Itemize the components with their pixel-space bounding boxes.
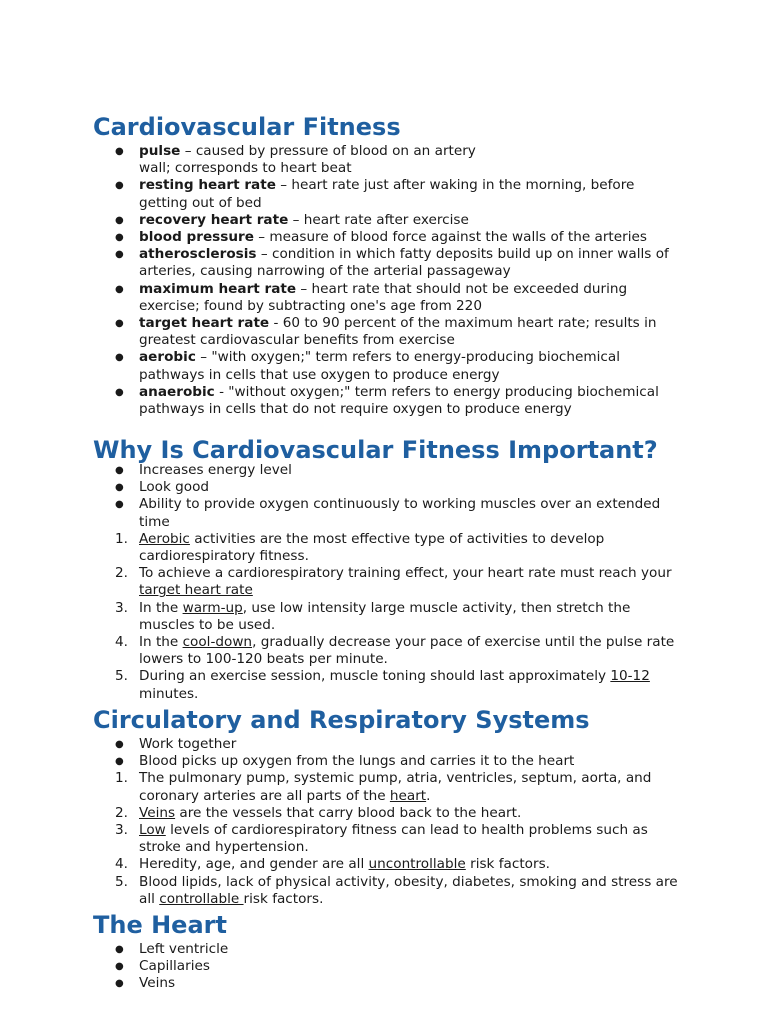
list-item: ● Left ventricle <box>115 941 229 957</box>
link[interactable]: heart <box>389 787 427 804</box>
list-item: ● Blood picks up oxygen from the lungs and carries it to the heart <box>115 753 575 770</box>
bullet-list <box>93 941 679 993</box>
section-circulatory-respiratory <box>93 705 679 908</box>
list-item: ● Capillaries <box>115 958 210 975</box>
list-item: 4. In the cool-down, gradually decrease your pace of exercise until the pulse rate lowers to 100-120 beats per minute. <box>115 634 675 668</box>
bullet-icon: ● <box>115 214 124 226</box>
list-item: 1. Aerobic activities are the most effective type of activities to develop cardiorespiratory fitness. <box>115 530 605 565</box>
bullet-icon: ● <box>115 756 124 768</box>
section-title: Circulatory and Respiratory Systems <box>93 706 590 734</box>
list-item: ● anaerobic - "without oxygen;" term refers to energy producing biochemical pathways in cells that do not require oxygen to produce energy <box>115 383 659 418</box>
list-item: ● Ability to provide oxygen continuously to working muscles over an extended time <box>115 496 661 530</box>
list-item: 3. In the warm-up, use low intensity large muscle activity, then stretch the muscles to be used. <box>115 599 631 633</box>
link[interactable]: uncontrollable <box>368 856 466 873</box>
bullet-list <box>93 462 679 531</box>
list-item: ● recovery heart rate – heart rate after exercise <box>115 211 469 228</box>
list-item: ● maximum heart rate – heart rate that should not be exceeded during exercise; found by subtracting one's age from 220 <box>115 280 628 314</box>
section-title: Why Is Cardiovascular Fitness Important? <box>93 436 658 464</box>
section-the-heart <box>93 910 679 993</box>
section-cardiovascular-fitness <box>93 112 684 418</box>
link[interactable]: target heart rate <box>139 582 253 599</box>
bullet-icon: ● <box>115 180 124 192</box>
link[interactable]: 10-12 <box>610 668 650 685</box>
link[interactable]: Low <box>139 822 166 839</box>
definition-list <box>93 143 684 418</box>
list-item: ● Work together <box>115 736 237 752</box>
list-item: ● target heart rate - 60 to 90 percent of the maximum heart rate; results in greatest cardiovascular benefits from exercise <box>115 315 657 349</box>
bullet-icon: ● <box>115 232 124 244</box>
bullet-icon: ● <box>115 499 124 511</box>
section-title: Cardiovascular Fitness <box>93 113 401 141</box>
list-item: ● pulse – caused by pressure of blood on an artery wall; corresponds to heart beat <box>115 143 476 177</box>
list-item: 4. Heredity, age, and gender are all uncontrollable risk factors. <box>115 856 550 873</box>
list-item: ● resting heart rate – heart rate just after waking in the morning, before getting out of bed <box>115 177 635 211</box>
list-item: ● blood pressure – measure of blood force against the walls of the arteries <box>115 229 647 246</box>
bullet-icon: ● <box>115 283 124 295</box>
link[interactable]: Aerobic <box>139 530 190 547</box>
bullet-icon: ● <box>115 739 124 750</box>
bullet-icon: ● <box>115 249 124 261</box>
list-item: 5. During an exercise session, muscle toning should last approximately 10-12 minutes. <box>115 668 650 702</box>
list-item: ● atherosclerosis – condition in which fatty deposits build up on inner walls of arteries, causing narrowing of the arterial passageway <box>115 246 669 280</box>
section-why-important <box>93 435 679 703</box>
list-item: 3. Low levels of cardiorespiratory fitness can lead to health problems such as stroke and hypertension. <box>115 822 648 856</box>
list-item: ● Look good <box>115 479 210 496</box>
bullet-icon: ● <box>115 465 124 476</box>
bullet-icon: ● <box>115 146 124 157</box>
list-item: 1. The pulmonary pump, systemic pump, atria, ventricles, septum, aorta, and coronary arteries are all parts of the heart. <box>115 770 652 804</box>
list-item: 5. Blood lipids, lack of physical activity, obesity, diabetes, smoking and stress are all controllable risk factors. <box>115 873 678 907</box>
section-title: The Heart <box>93 911 227 939</box>
link[interactable]: Veins <box>139 804 176 821</box>
link[interactable]: warm-up <box>182 599 243 616</box>
list-item: 2. Veins are the vessels that carry blood back to the heart. <box>115 804 522 821</box>
list-item: 2. To achieve a cardiorespiratory training effect, your heart rate must reach your target heart rate <box>115 565 672 599</box>
numbered-list <box>93 531 679 703</box>
list-item: ● Increases energy level <box>115 462 292 478</box>
bullet-icon: ● <box>115 944 124 955</box>
link[interactable]: controllable <box>159 890 244 907</box>
bullet-icon: ● <box>115 318 124 330</box>
bullet-icon: ● <box>115 386 124 398</box>
bullet-icon: ● <box>115 961 124 973</box>
bullet-icon: ● <box>115 978 124 990</box>
numbered-list <box>93 770 679 908</box>
bullet-list <box>93 736 679 770</box>
link[interactable]: cool-down <box>182 634 253 651</box>
bullet-icon: ● <box>115 352 124 364</box>
list-item: ● aerobic – "with oxygen;" term refers to energy-producing biochemical pathways in cells that use oxygen to produce energy <box>115 349 620 383</box>
bullet-icon: ● <box>115 482 124 494</box>
list-item: ● Veins <box>115 975 176 992</box>
